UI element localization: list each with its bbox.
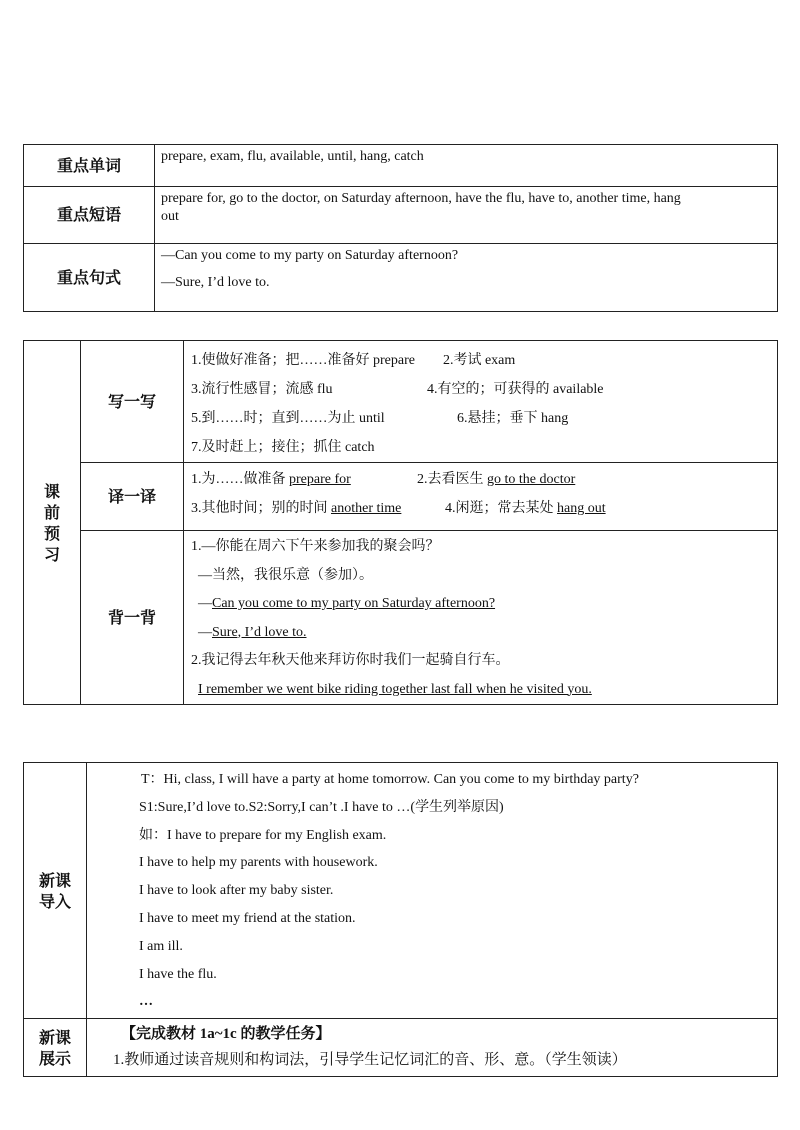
- write-item: 6.悬挂；垂下 hang: [457, 411, 569, 426]
- intro-line: I have to help my parents with housework.: [139, 855, 378, 871]
- show-line: 1.教师通过读音规则和构词法，引导学生记忆词汇的音、形、意。（学生领读）: [113, 1052, 627, 1068]
- key-sentence: —Sure, I’d love to.: [161, 275, 270, 290]
- intro-line: I have to look after my baby sister.: [139, 883, 334, 899]
- key-words-label: 重点单词: [24, 145, 155, 187]
- recite-cn: 2.我记得去年秋天他来拜访你时我们一起骑自行车。: [191, 653, 510, 668]
- preview-label-char: 习: [43, 544, 60, 564]
- show-title: 【完成教材 1a~1c 的教学任务】: [121, 1026, 331, 1042]
- translate-cn: 1.为……做准备: [191, 472, 289, 487]
- translate-answer: hang out: [557, 501, 606, 516]
- write-item: 7.及时赶上；接住；抓住 catch: [191, 440, 375, 455]
- key-sentence: —Can you come to my party on Saturday afternoon?: [161, 248, 459, 263]
- key-phrases-line: out: [161, 209, 179, 224]
- translate-row: [191, 494, 770, 523]
- intro-line: T：Hi, class, I will have a party at home tomorrow. Can you come to my birthday party?: [141, 772, 639, 787]
- write-item: 2.考试 exam: [442, 353, 516, 368]
- key-words-value: prepare, exam, flu, available, until, hang, catch: [161, 149, 424, 164]
- translate-answer: another time: [331, 501, 402, 516]
- translate-row: [191, 465, 770, 494]
- key-phrases-line: prepare for, go to the doctor, on Saturday afternoon, have the flu, have to, another time, hang: [161, 191, 681, 206]
- intro-line: I have the flu.: [139, 966, 217, 982]
- recite-answer: Sure, I’d love to.: [212, 624, 307, 640]
- translate-answer: prepare for: [289, 472, 351, 487]
- show-section-label: [24, 1019, 87, 1077]
- write-row: [191, 346, 770, 375]
- preview-label-char: 前: [43, 502, 60, 522]
- intro-label-char: 导入: [38, 891, 71, 911]
- key-phrases-label: 重点短语: [24, 187, 155, 244]
- recite-cn: 1.—你能在周六下午来参加我的聚会吗？: [191, 539, 440, 554]
- show-label-char: 展示: [38, 1048, 71, 1068]
- translate-cn: 3.其他时间；别的时间: [191, 501, 331, 516]
- recite-answer: Can you come to my party on Saturday afternoon?: [212, 596, 496, 611]
- recite-label: 背一背: [81, 531, 184, 705]
- intro-line: 如：I have to prepare for my English exam.: [139, 827, 387, 843]
- write-row: [191, 404, 770, 433]
- key-points-table: [23, 144, 778, 312]
- translate-cn: 4.闲逛；常去某处: [445, 501, 557, 516]
- show-label-char: 新课: [38, 1027, 71, 1047]
- write-item: 4.有空的；可获得的 available: [427, 382, 604, 397]
- write-item: 3.流行性感冒；流感 flu: [191, 382, 333, 397]
- intro-line: I have to meet my friend at the station.: [139, 910, 356, 926]
- translate-label: 译一译: [81, 463, 184, 531]
- intro-line: …: [139, 994, 153, 1010]
- recite-answer-row: [191, 619, 770, 648]
- intro-label-char: 新课: [38, 870, 71, 890]
- preview-label-char: 预: [43, 523, 60, 543]
- intro-line: S1:Sure,I’d love to.S2:Sorry,I can’t .I have to …(学生列举原因): [139, 799, 504, 815]
- write-item: 1.使做好准备；把……准备好 prepare: [191, 353, 415, 368]
- translate-cn: 2.去看医生: [417, 472, 487, 487]
- translate-answer: go to the doctor: [487, 472, 576, 487]
- recite-dash: —: [198, 624, 212, 640]
- write-item: 5.到……时；直到……为止 until: [191, 411, 385, 426]
- recite-answer: I remember we went bike riding together last fall when he visited you.: [198, 681, 592, 697]
- recite-cn: —当然，我很乐意（参加）。: [198, 567, 373, 583]
- recite-answer-row: [191, 590, 770, 619]
- lesson-table: [23, 762, 778, 1077]
- intro-line: I am ill.: [139, 938, 183, 954]
- preview-label-char: 课: [43, 481, 60, 501]
- preview-section-label: [24, 341, 81, 705]
- recite-dash: —: [198, 596, 212, 611]
- write-label: 写一写: [81, 341, 184, 463]
- key-sentences-label: 重点句式: [24, 244, 155, 312]
- preview-table: [23, 340, 778, 705]
- intro-section-label: [24, 763, 87, 1019]
- write-row: [191, 375, 770, 404]
